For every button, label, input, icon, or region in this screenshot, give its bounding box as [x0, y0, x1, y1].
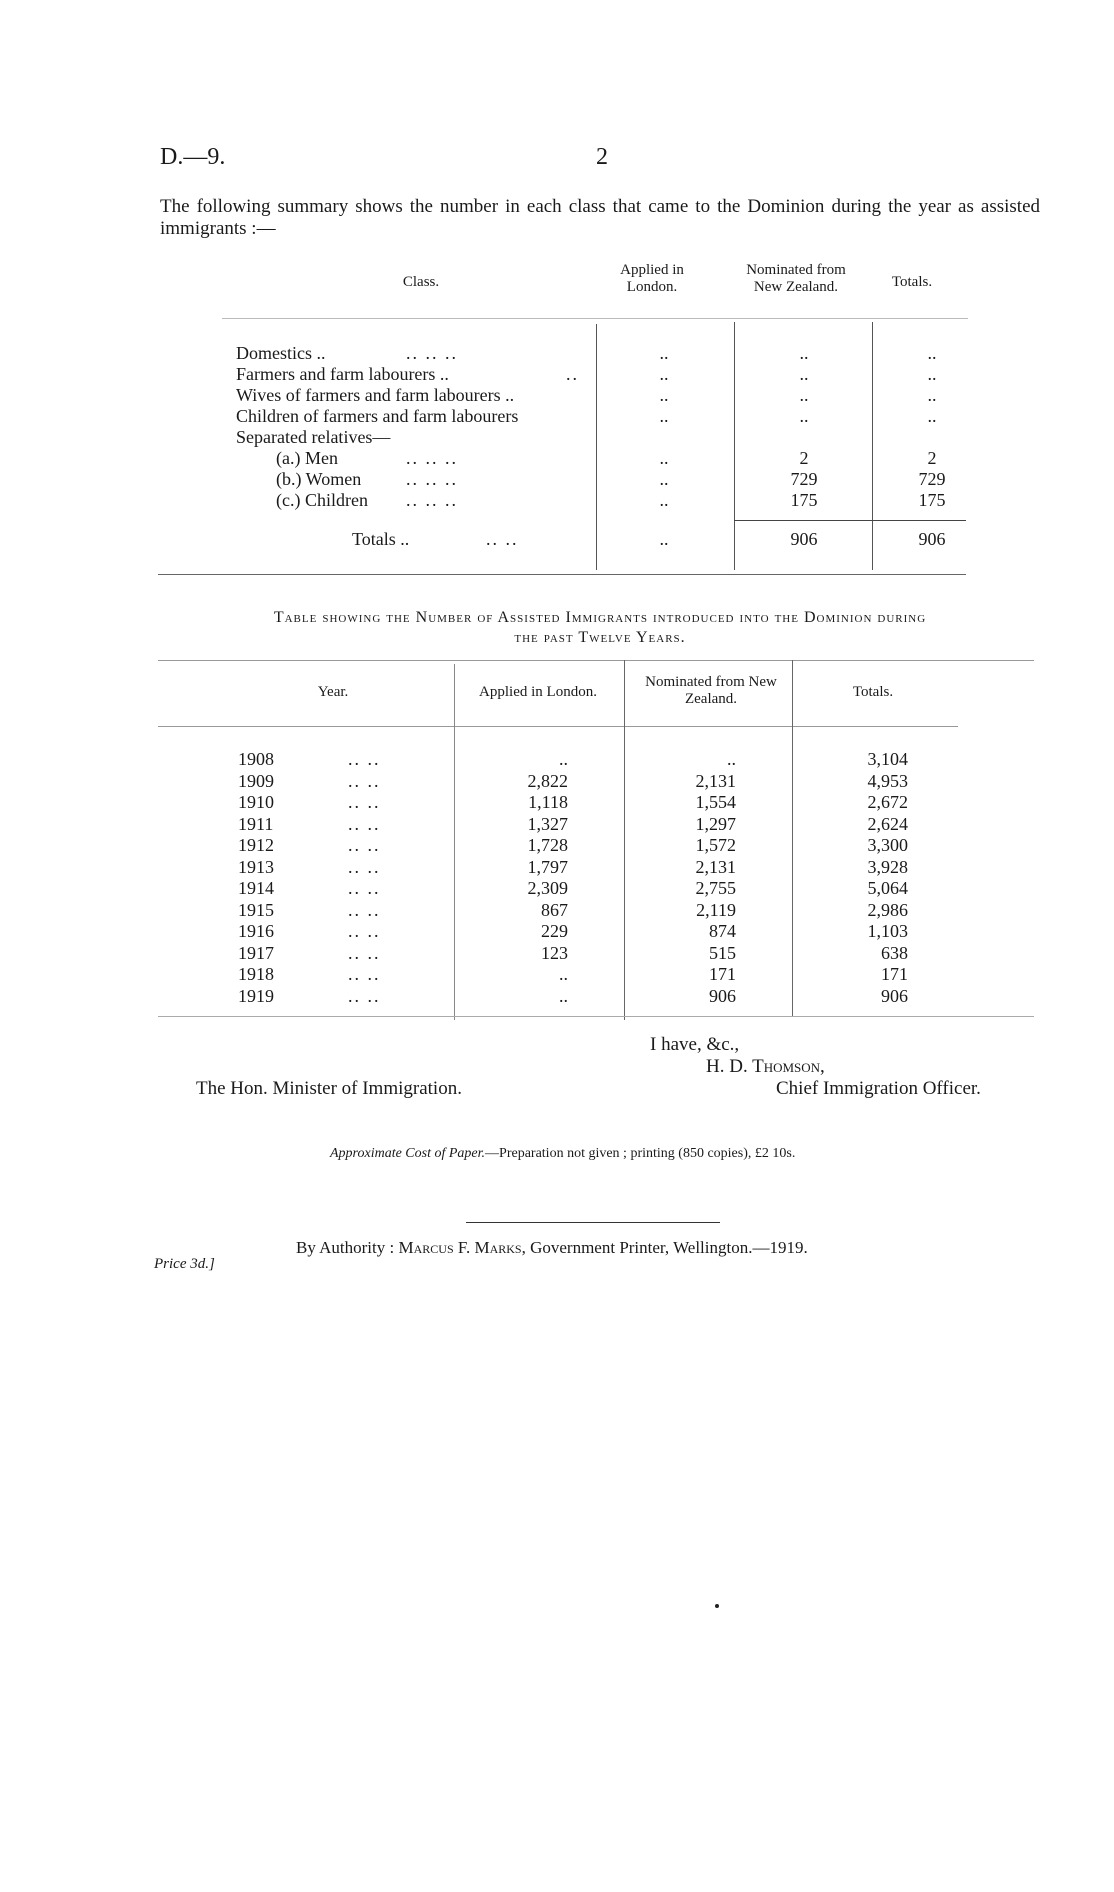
signature-closing: I have, &c.,: [650, 1034, 740, 1055]
summary-header-rule: [222, 318, 968, 319]
totals-cell: 3,300: [867, 835, 908, 855]
summary-row-dots: .. .. ..: [406, 343, 458, 363]
summary-row-dots: .. .. ..: [406, 490, 458, 510]
page-number: 2: [596, 144, 608, 170]
year-cell: 1910: [238, 792, 274, 812]
summary-cell-nz: 906: [790, 529, 818, 549]
table-row: [158, 813, 958, 835]
caption-line-1: Table showing the Number of Assisted Immigrants introduced into the Dominion during: [273, 609, 927, 626]
summary-row: [236, 468, 966, 490]
summary-cell-london: ..: [659, 364, 669, 384]
summary-cell-nz: 2: [799, 448, 809, 468]
table-row: [158, 942, 958, 964]
totals-cell: 1,103: [867, 921, 908, 941]
london-cell: 123: [541, 942, 568, 963]
leader-dots: .. ..: [348, 921, 381, 941]
year-cell: 1914: [238, 878, 274, 898]
caption-line-2: the past Twelve Years.: [514, 629, 686, 646]
totals-cell: 2,624: [867, 813, 908, 834]
totals-cell: 2,986: [867, 899, 908, 920]
summary-row: [236, 363, 966, 385]
leader-dots: .. ..: [348, 964, 381, 984]
summary-row: [236, 426, 966, 448]
london-cell: 229: [541, 921, 568, 941]
summary-row: [236, 384, 966, 406]
year-cell: 1912: [238, 835, 274, 855]
year-cell: 1916: [238, 921, 274, 941]
leader-dots: .. ..: [348, 899, 381, 920]
summary-row-dots: .. ..: [486, 529, 519, 549]
table-row: [158, 877, 958, 899]
yearly-header-london: Applied in London.: [479, 684, 597, 700]
table-row: [158, 985, 958, 1007]
signature-title: Chief Immigration Officer.: [776, 1078, 981, 1099]
totals-cell: 4,953: [867, 770, 908, 791]
summary-header-totals: Totals.: [891, 274, 933, 290]
summary-cell-london: ..: [659, 469, 669, 489]
table-row: [158, 856, 958, 878]
table-row: [158, 834, 958, 856]
leader-dots: .. ..: [348, 985, 381, 1006]
summary-cell-nz: ..: [799, 343, 809, 363]
nz-cell: 906: [709, 985, 736, 1006]
summary-header-class: Class.: [402, 274, 440, 290]
summary-cell-totals: ..: [927, 343, 937, 363]
london-cell: ..: [559, 964, 568, 984]
year-cell: 1913: [238, 856, 274, 877]
london-cell: 1,118: [528, 792, 568, 812]
authority-prefix: By Authority :: [296, 1238, 395, 1257]
summary-cell-totals: 906: [918, 529, 946, 549]
summary-totals-row: [236, 528, 966, 550]
summary-cell-nz: ..: [799, 406, 809, 426]
ink-speck: [715, 1604, 719, 1608]
cost-note-text: —Preparation not given ; printing (850 copies), £2 10s.: [485, 1146, 796, 1161]
summary-row-label: (c.) Children: [276, 490, 368, 510]
nz-cell: 1,554: [695, 792, 736, 812]
summary-header-london: Applied in London.: [620, 262, 684, 295]
intro-paragraph: The following summary shows the number in each class that came to the Dominion during the year as assisted immigrants :—: [160, 196, 1040, 239]
summary-cell-totals: ..: [927, 385, 937, 405]
year-cell: 1918: [238, 964, 274, 984]
summary-row-dots: .. .. ..: [406, 469, 458, 489]
summary-row: [236, 489, 966, 511]
summary-row-label: Children of farmers and farm labourers: [236, 406, 519, 426]
summary-totals-label: Totals ..: [352, 529, 410, 549]
london-cell: 1,797: [527, 856, 568, 877]
nz-cell: 874: [709, 921, 736, 941]
summary-row-label: (b.) Women: [276, 469, 362, 489]
yearly-header-year: Year.: [317, 684, 349, 700]
summary-cell-london: ..: [659, 529, 669, 549]
london-cell: 867: [541, 899, 568, 920]
summary-table: [236, 262, 966, 582]
table-row: [158, 791, 958, 813]
totals-cell: 3,928: [867, 856, 908, 877]
leader-dots: .. ..: [348, 770, 381, 791]
summary-cell-london: ..: [659, 406, 669, 426]
year-cell: 1917: [238, 942, 274, 963]
summary-row: [236, 342, 966, 364]
table-row: [158, 748, 958, 770]
nz-cell: 2,131: [695, 856, 736, 877]
summary-row-label: Wives of farmers and farm labourers ..: [236, 385, 515, 405]
leader-dots: .. ..: [348, 942, 381, 963]
yearly-header-nz: Nominated from New Zealand.: [645, 674, 777, 707]
yearly-header-totals: Totals.: [852, 684, 894, 700]
london-cell: 1,728: [527, 835, 568, 855]
yearly-table: [158, 660, 1038, 1020]
summary-row: [236, 405, 966, 427]
table-row: [158, 899, 958, 921]
london-cell: 2,822: [527, 770, 568, 791]
table-caption: [160, 608, 1040, 648]
summary-row-label: Domestics ..: [236, 343, 326, 363]
table-row: [158, 963, 958, 985]
cost-note: [330, 1146, 795, 1162]
london-cell: ..: [559, 985, 568, 1006]
year-cell: 1919: [238, 985, 274, 1006]
leader-dots: .. ..: [348, 856, 381, 877]
leader-dots: .. ..: [348, 813, 381, 834]
totals-cell: 3,104: [867, 749, 908, 769]
yearly-top-rule: [158, 660, 1034, 661]
nz-cell: 171: [709, 964, 736, 984]
authority-printer: Marcus F. Marks,: [398, 1238, 526, 1257]
summary-cell-totals: ..: [927, 406, 937, 426]
nz-cell: 1,297: [695, 813, 736, 834]
summary-bottom-rule: [158, 574, 966, 575]
summary-cell-london: ..: [659, 448, 669, 468]
document-reference: D.—9.: [160, 144, 226, 170]
summary-cell-nz: 175: [790, 490, 818, 510]
totals-rule: [734, 520, 966, 521]
table-row: [158, 920, 958, 942]
summary-cell-totals: 175: [918, 490, 946, 510]
totals-cell: 638: [881, 942, 908, 963]
nz-cell: 2,131: [695, 770, 736, 791]
nz-cell: 1,572: [695, 835, 736, 855]
summary-cell-totals: 2: [927, 448, 937, 468]
addressee: The Hon. Minister of Immigration.: [196, 1078, 462, 1099]
authority-line: [296, 1238, 808, 1258]
yearly-header-rule: [158, 726, 958, 727]
footer-divider: [466, 1222, 720, 1223]
summary-cell-nz: ..: [799, 364, 809, 384]
nz-cell: ..: [727, 749, 736, 769]
nz-cell: 2,119: [696, 899, 736, 920]
year-cell: 1908: [238, 749, 274, 769]
leader-dots: .. ..: [348, 792, 381, 812]
totals-cell: 2,672: [867, 792, 908, 812]
summary-row-label: Farmers and farm labourers ..: [236, 364, 449, 384]
cost-note-label: Approximate Cost of Paper.: [330, 1146, 486, 1161]
leader-dots: .. ..: [348, 835, 381, 855]
london-cell: ..: [559, 749, 568, 769]
summary-cell-nz: ..: [799, 385, 809, 405]
leader-dots: .. ..: [348, 878, 381, 898]
summary-row-dots: ..: [566, 364, 579, 384]
summary-cell-nz: 729: [790, 469, 818, 489]
year-cell: 1915: [238, 899, 274, 920]
summary-cell-totals: ..: [927, 364, 937, 384]
summary-cell-london: ..: [659, 490, 669, 510]
authority-suffix: Government Printer, Wellington.—1919.: [530, 1238, 808, 1257]
totals-cell: 171: [881, 964, 908, 984]
table-row: [158, 770, 958, 792]
nz-cell: 2,755: [695, 878, 736, 898]
nz-cell: 515: [709, 942, 736, 963]
year-cell: 1911: [238, 813, 274, 834]
signature-name: H. D. Thomson,: [706, 1056, 825, 1077]
leader-dots: .. ..: [348, 749, 381, 769]
summary-cell-totals: 729: [918, 469, 946, 489]
summary-cell-london: ..: [659, 343, 669, 363]
summary-row-label: (a.) Men: [276, 448, 338, 468]
price-note: Price 3d.]: [154, 1256, 215, 1272]
london-cell: 1,327: [527, 813, 568, 834]
summary-header-nz: Nominated from New Zealand.: [746, 262, 846, 295]
summary-row-dots: .. .. ..: [406, 448, 458, 468]
london-cell: 2,309: [527, 878, 568, 898]
year-cell: 1909: [238, 770, 274, 791]
totals-cell: 906: [881, 985, 908, 1006]
yearly-bottom-rule: [158, 1016, 1034, 1017]
summary-row-label: Separated relatives—: [236, 427, 391, 447]
summary-cell-london: ..: [659, 385, 669, 405]
totals-cell: 5,064: [867, 878, 908, 898]
summary-row: [236, 447, 966, 469]
